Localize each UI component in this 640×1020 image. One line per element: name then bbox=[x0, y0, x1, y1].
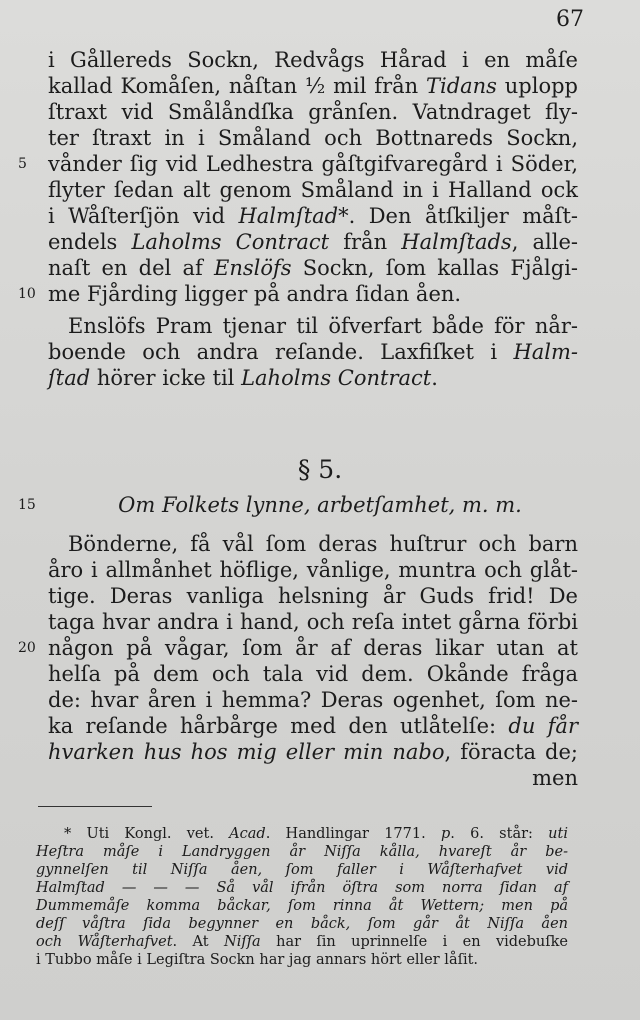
footnote-line: och Wåſterhafvet. At Niſſa har ſin uprinnelſe i en videbuſke bbox=[36, 934, 568, 950]
text-line: endels Laholms Contract från Halmſtads, alle- bbox=[48, 230, 578, 254]
margin-line-number: 5 bbox=[18, 156, 27, 172]
text-line: flyter ſedan alt genom Småland in i Halland ock bbox=[48, 178, 578, 202]
text-line: de: hvar åren i hemma? Deras ogenhet, ſom ne- bbox=[48, 688, 578, 712]
text-line: ter ſtraxt in i Småland och Bottnareds Sockn, bbox=[48, 126, 578, 150]
text-line: åro i allmånhet höflige, vånlige, muntra och glåt- bbox=[48, 558, 578, 582]
text-line: men bbox=[532, 766, 578, 790]
footnote-line: deſſ våſtra ſida begynner en båck, ſom går åt Niſſa åen bbox=[36, 916, 568, 932]
text-line: ſtraxt vid Smålåndſka grånſen. Vatndraget fly- bbox=[48, 100, 578, 124]
section-number: § 5. bbox=[297, 455, 343, 484]
text-line: ka reſande hårbårge med den utlåtelſe: du får bbox=[48, 714, 578, 738]
text-line: vånder ſig vid Ledhestra gåſtgifvaregård i Söder, bbox=[48, 152, 578, 176]
text-line: helſa på dem och tala vid dem. Okånde fråga bbox=[48, 662, 578, 686]
text-line: naſt en del af Enslöfs Sockn, ſom kallas Fjålgi- bbox=[48, 256, 579, 280]
text-line: kallad Komåſen, nåſtan ½ mil från Tidans uplopp bbox=[48, 74, 578, 98]
margin-line-number: 15 bbox=[18, 497, 36, 513]
footnote-line: Dummemåſe komma båckar, ſom rinna åt Wettern; men på bbox=[36, 898, 568, 914]
text-line: ſtad hörer icke til Laholms Contract. bbox=[48, 366, 438, 390]
text-line: i Gållereds Sockn, Redvågs Hårad i en måſe bbox=[48, 48, 578, 72]
footnote-line: i Tubbo måſe i Legiſtra Sockn har jag annars hört eller låſit. bbox=[36, 952, 479, 968]
text-line: boende och andra reſande. Laxfiſket i Halm- bbox=[48, 340, 578, 364]
text-line: taga hvar andra i hand, och reſa intet gårna förbi bbox=[48, 610, 578, 634]
text-line: tige. Deras vanliga helsning år Guds frid! De bbox=[48, 584, 578, 608]
text-line: någon på vågar, ſom år af deras likar utan at bbox=[48, 636, 578, 660]
footnote-rule bbox=[38, 806, 152, 807]
footnote-line: Heſtra måſe i Landryggen år Niſſa kålla, hvareſt år be- bbox=[36, 844, 568, 860]
margin-line-number: 20 bbox=[18, 640, 36, 656]
text-line: hvarken hus hos mig eller min nabo, föracta de; bbox=[48, 740, 578, 764]
text-line: i Wåſterſjön vid Halmſtad*. Den åtſkiljer måſt- bbox=[48, 204, 578, 228]
margin-line-number: 10 bbox=[18, 286, 36, 302]
text-line: me Fjårding ligger på andra ſidan åen. bbox=[48, 282, 462, 306]
footnote-line: * Uti Kongl. vet. Acad. Handlingar 1771. p. 6. står: uti bbox=[64, 826, 568, 842]
footnote-line: gynnelſen til Niſſa åen, ſom faller i Wåſterhafvet vid bbox=[36, 862, 568, 878]
footnote-line: Halmſtad — — — Så vål ifrån öſtra som norra ſidan af bbox=[36, 880, 568, 896]
text-line: Enslöfs Pram tjenar til öfverfart både för når- bbox=[68, 314, 578, 338]
section-title: Om Folkets lynne, arbetſamhet, m. m. bbox=[118, 493, 522, 517]
text-line: Bönderne, få vål ſom deras huſtrur och barn bbox=[68, 532, 578, 556]
page-number: 67 bbox=[556, 7, 584, 32]
